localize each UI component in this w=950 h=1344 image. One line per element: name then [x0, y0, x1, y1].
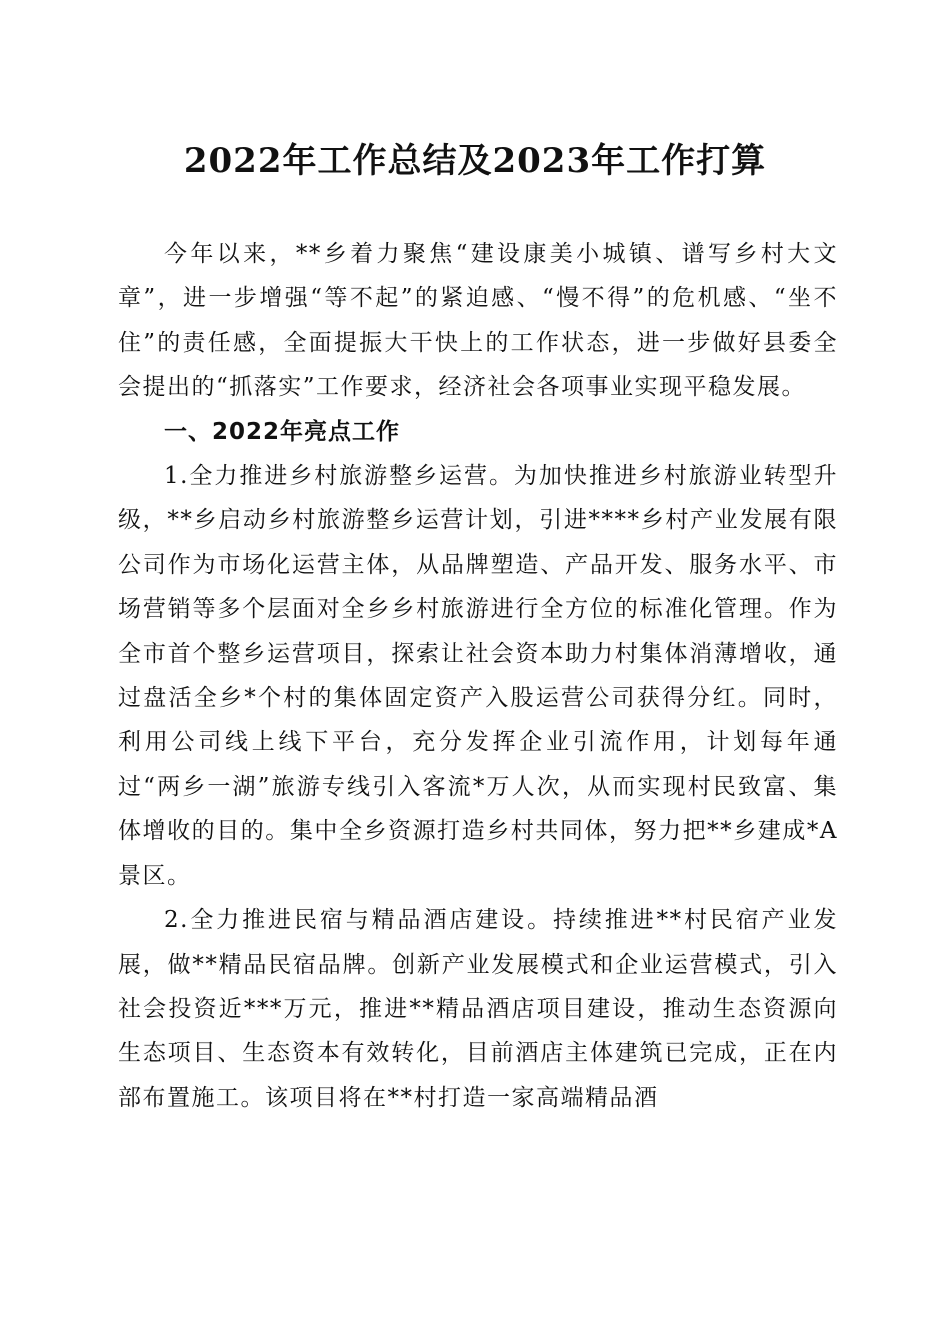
intro-paragraph: 今年以来，**乡着力聚焦“建设康美小城镇、谱写乡村大文章”，进一步增强“等不起”的紧迫感、“慢不得”的危机感、“坐不住”的责任感，全面提振大干快上的工作状态，进一步做好县委全会提出的“抓落实”工作要求，经济社会各项事业实现平稳发展。: [118, 241, 838, 401]
item-2-paragraph: 2.全力推进民宿与精品酒店建设。持续推进**村民宿产业发展，做**精品民宿品牌。创新产业发展模式和企业运营模式，引入社会投资近***万元，推进**精品酒店项目建设，推动生态资源向生态项目、生态资本有效转化，目前酒店主体建筑已完成，正在内部布置施工。该项目将在**村打造一家高端精品酒: [118, 907, 838, 1111]
document-body: [118, 232, 838, 1120]
item-1-paragraph: 1.全力推进乡村旅游整乡运营。为加快推进乡村旅游业转型升级，**乡启动乡村旅游整乡运营计划，引进****乡村产业发展有限公司作为市场化运营主体，从品牌塑造、产品开发、服务水平、市场营销等多个层面对全乡乡村旅游进行全方位的标准化管理。作为全市首个整乡运营项目，探索让社会资本助力村集体消薄增收，通过盘活全乡*个村的集体固定资产入股运营公司获得分红。同时，利用公司线上线下平台，充分发挥企业引流作用，计划每年通过“两乡一湖”旅游专线引入客流*万人次，从而实现村民致富、集体增收的目的。集中全乡资源打造乡村共同体，努力把**乡建成*A景区。: [118, 463, 838, 889]
section-heading-highlights: 一、2022年亮点工作: [164, 418, 401, 445]
document-title: 2022年工作总结及2023年工作打算: [183, 141, 767, 181]
